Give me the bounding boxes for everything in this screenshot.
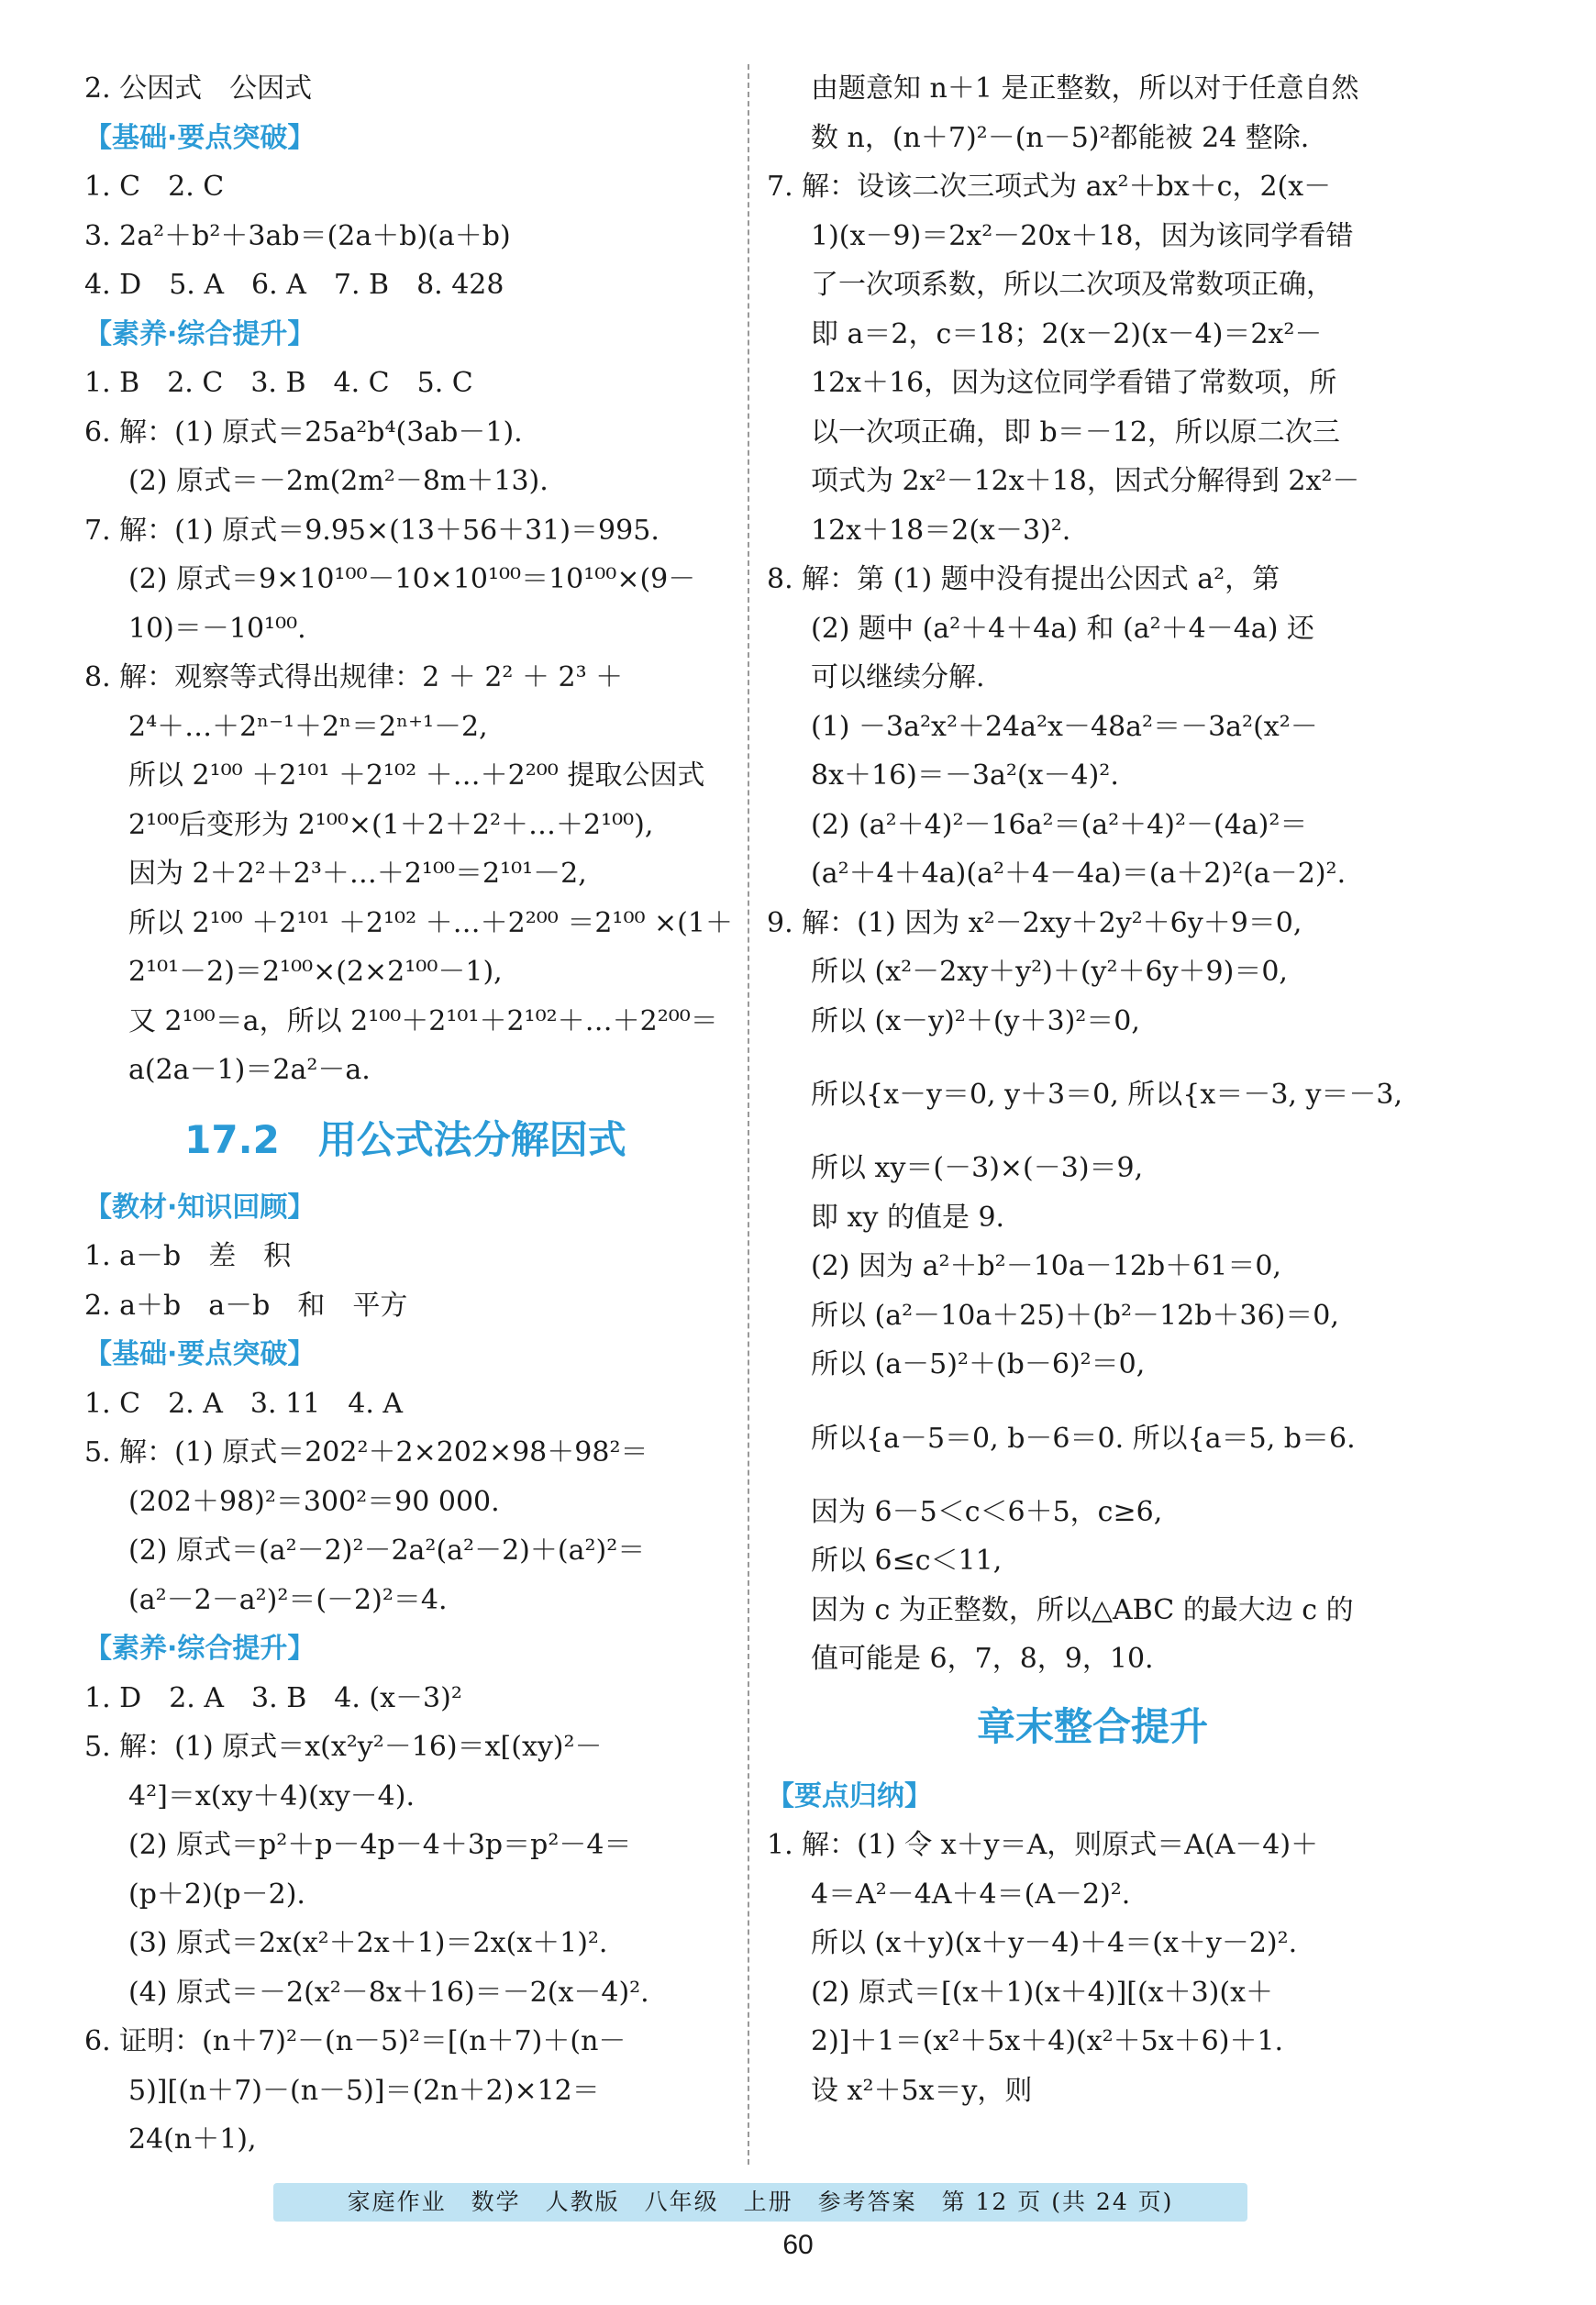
section-heading: 【基础·要点突破】 [84, 1338, 316, 1370]
text-line: 4. D 5. A 6. A 7. B 8. 428 [84, 269, 504, 301]
text-line: (202＋98)²＝300²＝90 000. [128, 1485, 500, 1518]
text-line: 3. 2a²＋b²＋3ab＝(2a＋b)(a＋b) [84, 219, 511, 252]
text-line: 8. 解：第 (1) 题中没有提出公因式 a²，第 [767, 563, 1280, 595]
text-line: 12x＋18＝2(x－3)². [811, 514, 1071, 547]
text-line: 即 a＝2，c＝18；2(x－2)(x－4)＝2x²－ [811, 317, 1323, 350]
text-line: 项式为 2x²－12x＋18，因式分解得到 2x²－ [811, 465, 1360, 497]
text-line: 1. a－b 差 积 [84, 1240, 292, 1272]
text-line: (a²－2－a²)²＝(－2)²＝4. [128, 1583, 448, 1616]
text-line: (2) 原式＝(a²－2)²－2a²(a²－2)＋(a²)²＝ [128, 1535, 646, 1567]
text-line: 所以 (a－5)²＋(b－6)²＝0, [811, 1348, 1146, 1380]
text-line: 5)][(n＋7)－(n－5)]＝(2n＋2)×12＝ [128, 2074, 600, 2107]
section-heading: 【素养·综合提升】 [84, 317, 316, 350]
text-line: 因为 6－5＜c＜6＋5，c≥6, [811, 1495, 1163, 1528]
text-line: 设 x²＋5x＝y，则 [811, 2074, 1033, 2107]
text-line: (2) 题中 (a²＋4＋4a) 和 (a²＋4－4a) 还 [811, 612, 1314, 645]
left-column [84, 64, 733, 2165]
text-line: 24(n＋1), [128, 2123, 257, 2155]
chapter-summary-heading: 章末整合提升 [976, 1703, 1208, 1749]
text-line: 1. C 2. A 3. 11 4. A [84, 1387, 404, 1420]
text-line: 10)＝－10¹⁰⁰. [128, 612, 306, 645]
text-line: 所以 xy＝(－3)×(－3)＝9, [811, 1152, 1144, 1184]
equation-system: 所以{a－5＝0, b－6＝0. 所以{a＝5, b＝6. [811, 1422, 1356, 1455]
footer-banner: 家庭作业 数学 人教版 八年级 上册 参考答案 第 12 页 (共 24 页) [273, 2183, 1247, 2222]
text-line: 1. C 2. C [84, 171, 225, 203]
text-line: 6. 解：(1) 原式＝25a²b⁴(3ab－1). [84, 416, 523, 449]
text-line: 1. 解：(1) 令 x＋y＝A，则原式＝A(A－4)＋ [767, 1829, 1319, 1861]
text-line: (a²＋4＋4a)(a²＋4－4a)＝(a＋2)²(a－2)². [811, 858, 1347, 890]
text-line: 5. 解：(1) 原式＝x(x²y²－16)＝x[(xy)²－ [84, 1731, 603, 1763]
text-line: 所以 2¹⁰⁰ ＋2¹⁰¹ ＋2¹⁰² ＋…＋2²⁰⁰ ＝2¹⁰⁰ ×(1＋ [128, 906, 733, 939]
equation-system: 所以{x－y＝0, y＋3＝0, 所以{x＝－3, y＝－3, [811, 1079, 1403, 1111]
text-line: 可以继续分解. [811, 661, 985, 693]
text-line: 4²]＝x(xy＋4)(xy－4). [128, 1779, 415, 1812]
text-line: 即 xy 的值是 9. [811, 1201, 1005, 1234]
section-heading: 【素养·综合提升】 [84, 1633, 316, 1665]
text-line: 所以 6≤c＜11, [811, 1545, 1003, 1577]
text-line: 2¹⁰⁰后变形为 2¹⁰⁰×(1＋2＋2²＋…＋2¹⁰⁰), [128, 808, 654, 841]
text-line: 1)(x－9)＝2x²－20x＋18，因为该同学看错 [811, 219, 1354, 252]
text-line: 以一次项正确，即 b＝－12，所以原二次三 [811, 416, 1340, 449]
text-line: 所以 (a²－10a＋25)＋(b²－12b＋36)＝0, [811, 1299, 1339, 1332]
text-line: 7. 解：(1) 原式＝9.95×(13＋56＋31)＝995. [84, 514, 659, 547]
text-line: 1. B 2. C 3. B 4. C 5. C [84, 367, 473, 399]
text-line: 因为 c 为正整数，所以△ABC 的最大边 c 的 [811, 1593, 1354, 1626]
text-line: 12x＋16，因为这位同学看错了常数项，所 [811, 367, 1337, 399]
text-line: 了一次项系数，所以二次项及常数项正确， [811, 269, 1334, 301]
text-line: 4＝A²－4A＋4＝(A－2)². [811, 1878, 1131, 1911]
text-line: (2) 原式＝p²＋p－4p－4＋3p＝p²－4＝ [128, 1829, 632, 1861]
text-line: 2. 公因式 公因式 [84, 72, 313, 105]
text-line: 1. D 2. A 3. B 4. (x－3)² [84, 1681, 462, 1714]
text-line: 因为 2＋2²＋2³＋…＋2¹⁰⁰＝2¹⁰¹－2, [128, 858, 587, 890]
text-line: 8x＋16)＝－3a²(x－4)². [811, 759, 1119, 792]
right-column [767, 64, 1418, 2115]
text-line: 8. 解：观察等式得出规律：2 ＋ 2² ＋ 2³ ＋ [84, 661, 624, 693]
text-line: 值可能是 6，7，8，9，10. [811, 1643, 1154, 1675]
text-line: (2) 原式＝－2m(2m²－8m＋13). [128, 465, 549, 497]
section-heading: 【教材·知识回顾】 [84, 1191, 316, 1224]
page-number: 60 [782, 2230, 814, 2260]
text-line: 由题意知 n＋1 是正整数，所以对于任意自然 [811, 72, 1359, 105]
text-line: 数 n，(n＋7)²－(n－5)²都能被 24 整除. [811, 121, 1310, 154]
text-line: 2⁴＋…＋2ⁿ⁻¹＋2ⁿ＝2ⁿ⁺¹－2, [128, 710, 488, 743]
text-line: (2) 原式＝9×10¹⁰⁰－10×10¹⁰⁰＝10¹⁰⁰×(9－ [128, 563, 696, 595]
text-line: 又 2¹⁰⁰＝a，所以 2¹⁰⁰＋2¹⁰¹＋2¹⁰²＋…＋2²⁰⁰＝ [128, 1004, 718, 1037]
text-line: 2)]＋1＝(x²＋5x＋4)(x²＋5x＋6)＋1. [811, 2025, 1284, 2057]
text-line: 2¹⁰¹－2)＝2¹⁰⁰×(2×2¹⁰⁰－1), [128, 956, 503, 988]
text-line: 所以 (x－y)²＋(y＋3)²＝0, [811, 1004, 1140, 1037]
column-divider [748, 64, 749, 2165]
text-line: 所以 (x＋y)(x＋y－4)＋4＝(x＋y－2)². [811, 1927, 1298, 1959]
text-line: 5. 解：(1) 原式＝202²＋2×202×98＋98²＝ [84, 1436, 648, 1468]
text-line: 所以 (x²－2xy＋y²)＋(y²＋6y＋9)＝0, [811, 956, 1288, 988]
text-line: a(2a－1)＝2a²－a. [128, 1054, 371, 1086]
text-line: 2. a＋b a－b 和 平方 [84, 1289, 408, 1322]
text-line: 6. 证明：(n＋7)²－(n－5)²＝[(n＋7)＋(n－ [84, 2025, 626, 2057]
section-heading: 【基础·要点突破】 [84, 121, 316, 154]
text-line: (2) 因为 a²＋b²－10a－12b＋61＝0, [811, 1250, 1281, 1282]
text-line: 所以 2¹⁰⁰ ＋2¹⁰¹ ＋2¹⁰² ＋…＋2²⁰⁰ 提取公因式 [128, 759, 705, 792]
text-line: (p＋2)(p－2). [128, 1878, 305, 1911]
text-line: (1) －3a²x²＋24a²x－48a²＝－3a²(x²－ [811, 710, 1318, 743]
text-line: (3) 原式＝2x(x²＋2x＋1)＝2x(x＋1)². [128, 1927, 608, 1959]
text-line: 7. 解：设该二次三项式为 ax²＋bx＋c，2(x－ [767, 171, 1332, 203]
text-line: (2) (a²＋4)²－16a²＝(a²＋4)²－(4a)²＝ [811, 808, 1308, 841]
section-heading: 【要点归纳】 [767, 1779, 932, 1812]
text-line: 9. 解：(1) 因为 x²－2xy＋2y²＋6y＋9＝0, [767, 906, 1302, 939]
text-line: (4) 原式＝－2(x²－8x＋16)＝－2(x－4)². [128, 1976, 649, 2009]
text-line: (2) 原式＝[(x＋1)(x＋4)][(x＋3)(x＋ [811, 1976, 1274, 2009]
chapter-heading-17-2: 17.2 用公式法分解因式 [184, 1116, 626, 1162]
